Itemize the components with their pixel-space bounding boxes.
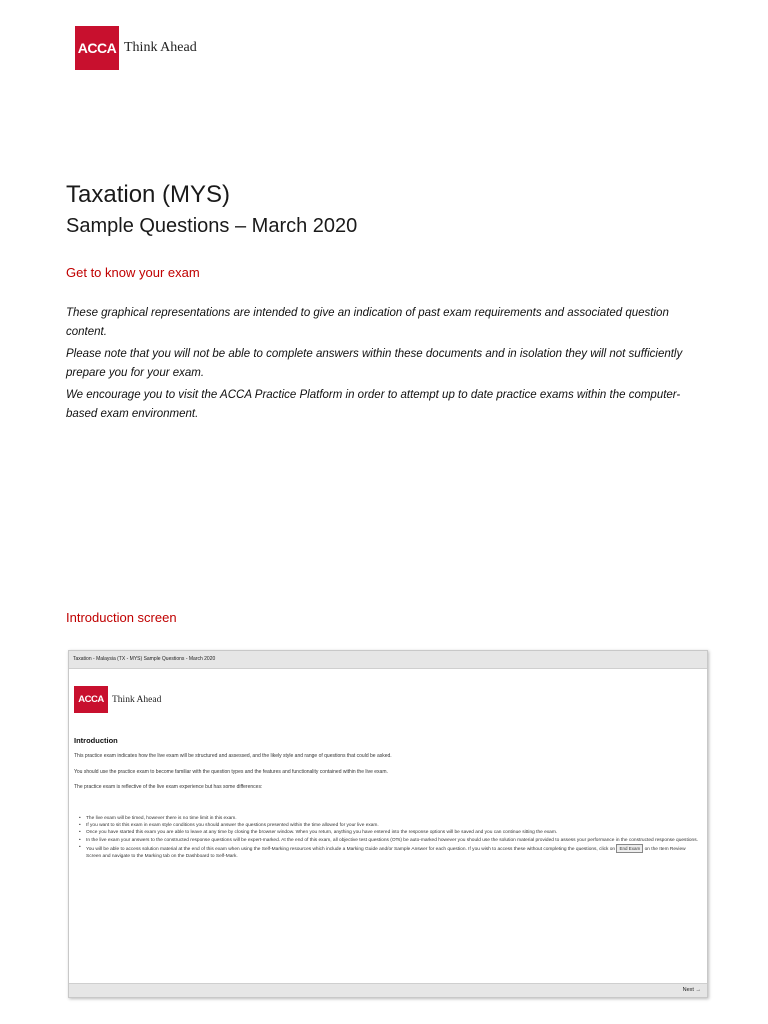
screenshot-header-bar [69, 651, 707, 669]
next-button[interactable]: Next → [682, 987, 701, 993]
intro-paragraph-2: Please note that you will not be able to complete answers within these documents and in isolation they will not sufficiently prepare you for your exam. [66, 348, 683, 379]
list-item: • The live exam will be timed, however there is no time limit in this exam. [79, 815, 699, 822]
screenshot-introduction-heading: Introduction [74, 736, 118, 745]
screenshot-paragraph-1: This practice exam indicates how the live exam will be structured and assessed, and the likely style and range of questions that could be asked. [74, 753, 392, 759]
section-heading-introduction-screen: Introduction screen [66, 610, 177, 625]
acca-tagline: Think Ahead [124, 40, 197, 55]
screenshot-exam-title: Taxation - Malaysia (TX - MYS) Sample Questions - March 2020 [73, 656, 216, 662]
screenshot-acca-logo [74, 686, 161, 713]
screenshot-paragraph-3: The practice exam is reflective of the live exam experience but has some differences: [74, 784, 263, 790]
acca-logo [75, 26, 197, 70]
screenshot-differences-list [79, 815, 699, 860]
end-exam-button[interactable]: End Exam [616, 844, 643, 853]
document-subtitle: Sample Questions – March 2020 [66, 215, 358, 237]
list-item-text: on the Item Review Screen and navigate to the Marking tab on the Dashboard to Self-Mark. [86, 846, 686, 860]
list-item: • Once you have started this exam you are able to leave at any time by closing the browser window. When you return, anything you have entered into the response options will be saved and you can continue sitting the exam. [79, 829, 699, 836]
document-title: Taxation (MYS) [66, 181, 231, 208]
section-heading-get-to-know: Get to know your exam [66, 265, 200, 280]
intro-paragraph-3: We encourage you to visit the ACCA Practice Platform in order to attempt up to date practice exams within the computer-based exam environment. [66, 389, 681, 420]
screenshot-paragraph-2: You should use the practice exam to become familiar with the question types and the features and functionality contained within the live exam. [74, 769, 388, 775]
list-item: • If you want to sit this exam in exam style conditions you should answer the questions presented within the time allowed for your live exam. [79, 822, 699, 829]
screenshot-acca-tagline: Think Ahead [112, 694, 162, 705]
list-item [79, 844, 699, 860]
list-item-text: You will be able to access solution material at the end of this exam when using the Self-Marking resources which include a Marking Guide and/or Sample Answer for each question. If you wish to access these without completing the questions, click on [86, 846, 616, 852]
screenshot-acca-logo-box: ACCA [74, 686, 108, 713]
screenshot-footer-bar [69, 983, 707, 997]
acca-logo-box: ACCA [75, 26, 119, 70]
exam-introduction-screenshot [68, 650, 708, 998]
list-item: • In the live exam your answers to the constructed response questions will be expert-marked. At the end of this exam, all objective test questions (OTs) be auto-marked however you should use the solution material provided to assess your performance in the constructed response questions. [79, 837, 699, 844]
intro-paragraph-1: These graphical representations are intended to give an indication of past exam requirements and associated question content. [66, 307, 669, 338]
